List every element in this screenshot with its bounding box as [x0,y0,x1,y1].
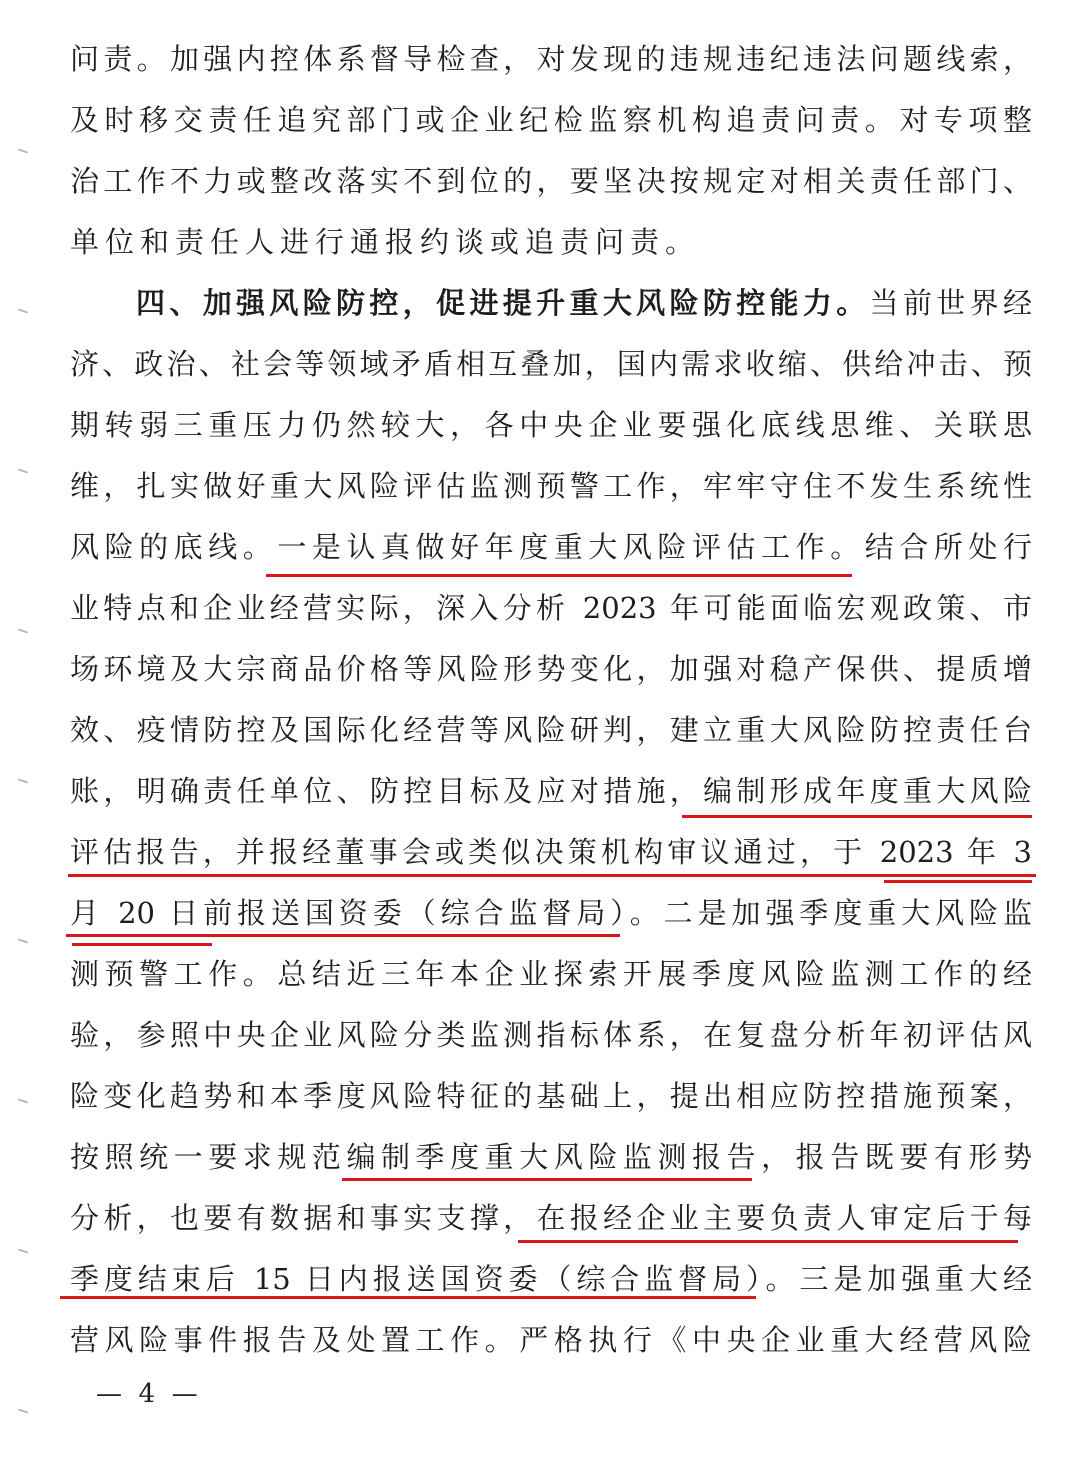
text-line: 按照统一要求规范编制季度重大风险监测报告，报告既要有形势 [70,1140,1032,1174]
text-line: 问责。加强内控体系督导检查，对发现的违规违纪违法问题线索， [70,42,1032,76]
page-number: — 4 — [96,1379,198,1409]
margin-mark [18,779,28,784]
text-line: 评估报告，并报经董事会或类似决策机构审议通过，于 2023 年 3 [70,835,1032,869]
text-line: 济、政治、社会等领域矛盾相互叠加，国内需求收缩、供给冲击、预 [70,347,1032,381]
text-line: 效、疫情防控及国际化经营等风险研判，建立重大风险防控责任台 [70,713,1032,747]
text-line: 营风险事件报告及处置工作。严格执行《中央企业重大经营风险 [70,1323,1032,1357]
text-line: 险变化趋势和本季度风险特征的基础上，提出相应防控措施预案， [70,1079,1032,1113]
text-line: 期转弱三重压力仍然较大，各中央企业要强化底线思维、关联思 [70,408,1032,442]
text-line: 测预警工作。总结近三年本企业探索开展季度风险监测工作的经 [70,957,1032,991]
margin-mark [18,939,28,944]
margin-mark [18,1249,28,1254]
text-line: 账，明确责任单位、防控目标及应对措施，编制形成年度重大风险 [70,774,1032,808]
red-underline [60,1296,756,1299]
text-line: 季度结束后 15 日内报送国资委（综合监督局）。三是加强重大经 [70,1262,1032,1296]
text-line: 分析，也要有数据和事实支撑，在报经企业主要负责人审定后于每 [70,1201,1032,1235]
text-line: 维，扎实做好重大风险评估监测预警工作，牢牢守住不发生系统性 [70,469,1032,503]
text-line: 及时移交责任追究部门或企业纪检监察机构追责问责。对专项整 [70,103,1032,137]
text-line: 风险的底线。一是认真做好年度重大风险评估工作。结合所处行 [70,530,1032,564]
text-line: 单位和责任人进行通报约谈或追责问责。 [70,225,701,259]
red-underline [884,880,1032,883]
margin-mark [18,149,28,154]
text-line: 治工作不力或整改落实不到位的，要坚决按规定对相关责任部门、 [70,164,1032,198]
section-heading: 四、加强风险防控，促进提升重大风险防控能力。 [136,286,870,320]
margin-mark [18,1409,28,1414]
text-line: 业特点和企业经营实际，深入分析 2023 年可能面临宏观政策、市 [70,591,1032,625]
section-line [136,278,1032,328]
margin-mark [18,1099,28,1104]
text-line: 当前世界经 [869,286,1032,320]
red-underline [66,934,620,937]
red-underline [342,1178,752,1181]
margin-mark [18,469,28,474]
margin-mark [18,629,28,634]
text-line: 验，参照中央企业风险分类监测指标体系，在复盘分析年初评估风 [70,1018,1032,1052]
red-underline [72,943,212,946]
margin-mark [18,309,28,314]
red-underline [518,1240,1018,1243]
text-line: 月 20 日前报送国资委（综合监督局）。二是加强季度重大风险监 [70,896,1032,930]
red-underline [68,874,1036,877]
text-line: 场环境及大宗商品价格等风险形势变化，加强对稳产保供、提质增 [70,652,1032,686]
red-underline [682,815,1032,818]
red-underline [266,574,852,577]
